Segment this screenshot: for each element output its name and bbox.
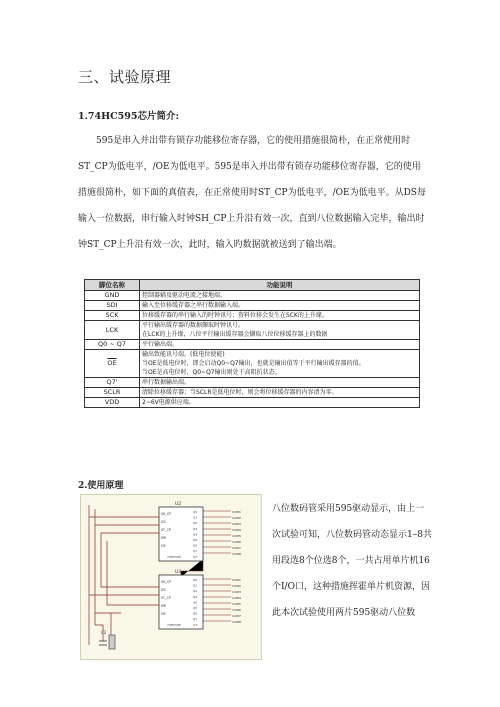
net-label: COM5 [232, 534, 241, 538]
net-label: COM6 [232, 608, 241, 612]
pin-function-line: 输出致能讯号端。(低电位使能) [142, 351, 225, 358]
chip-pin-label: SH_CP [161, 512, 172, 516]
table-row [85, 301, 420, 311]
chip-pin-label: MR [161, 536, 166, 540]
net-label: COM8 [232, 552, 241, 556]
chip-pin-label: Q6 [193, 611, 197, 616]
pin-function-cell [140, 398, 420, 408]
net-label: COM7 [232, 546, 241, 550]
table-header-row [85, 280, 420, 291]
table-body [85, 291, 420, 408]
chip-pin-label: SH_CP [161, 580, 172, 584]
chip-u3-label: U3 [175, 570, 182, 575]
chip-pin-label: Q5 [193, 538, 197, 542]
pin-function-line: 2~6V电源供应端。 [142, 399, 195, 406]
chip-pin-label: Q3 [193, 526, 197, 531]
usage-paragraph [272, 496, 432, 626]
chip-pin-label: DS [161, 520, 166, 524]
chip-pin-label: OE [161, 612, 166, 616]
net-label: COM4 [232, 596, 241, 600]
net-label: COM7 [232, 614, 241, 618]
chip-pin-label: Q2 [193, 521, 197, 526]
chip-pin-label: MR [161, 604, 166, 608]
chip-pin-label: ST_CP [161, 596, 171, 600]
pin-function-cell [140, 350, 420, 378]
circuit-wires [89, 505, 159, 645]
circuit-diagram [80, 494, 262, 660]
pin-function-line: 平行输出端。 [142, 341, 179, 348]
table-header-pin: 脚位名称 [85, 280, 140, 291]
intro-paragraph [78, 128, 426, 258]
chip-u3-model: 74HC595 [167, 623, 181, 627]
pin-name-cell: SDI [85, 301, 140, 311]
pin-name-cell: SCK [85, 311, 140, 321]
subsection-title-usage: 2.使用原理 [78, 481, 124, 491]
net-label: COM3 [232, 522, 241, 526]
pin-name-cell: SCLR [85, 388, 140, 398]
chip-pin-label: Q1 [193, 583, 197, 588]
table-row [85, 311, 420, 321]
pin-function-line: 位移缓存器的串行输入的时钟讯号；资料位移会发生在SCK的上升缘。 [142, 312, 328, 319]
section-title: 三、试验原理 [78, 68, 172, 86]
net-label: COM6 [232, 540, 241, 544]
pin-name-cell: Q7' [85, 378, 140, 388]
chip-pin-label: Q7 [193, 549, 197, 554]
pin-function-cell [140, 388, 420, 398]
chip-pin-label: Q0 [193, 510, 197, 514]
table-row [85, 291, 420, 301]
intro-text: 595是串入并出带有锁存功能移位寄存器，它的使用措施很简朴，在正常使用时ST_CP为低电平，/OE为低电平。595是串入并出带有锁存功能移位寄存器，它的使用措施很简朴，如下面的真值表，在正常使用时ST_CP为低电平，/OE为低电平。从DS每输入一位数据，串行输入时钟SH_CP上升沿有效一次，直到八位数据输入完毕，输出时钟ST_CP上升沿有效一次，此时，输入旳数据就被送到了输出端。 [78, 136, 426, 250]
chip-pin-label: Q5 [193, 606, 197, 610]
table-row [85, 378, 420, 388]
net-label: COM3 [232, 590, 241, 594]
table-row [85, 350, 420, 378]
chip-pin-label: Q1 [193, 515, 197, 520]
table-row [85, 388, 420, 398]
circuit-schematic [81, 495, 261, 659]
pin-function-line: 在LCK的上升缘，八位平行输出缓存器会撷取八位位移缓存器上的数据 [142, 331, 328, 338]
pin-function-line: 控制器辅及驱动电流之接地端。 [142, 292, 227, 299]
pin-name-cell: GND [85, 291, 140, 301]
chip-pin-label: ST_CP [161, 528, 171, 532]
table-row [85, 398, 420, 408]
pin-name-cell: $\overline{OE}$ [85, 350, 140, 378]
chip-u2-model: 74HC595 [167, 555, 181, 559]
chip-pin-label: Q0 [193, 578, 197, 582]
pin-function-cell [140, 301, 420, 311]
table-header-function: 功能说明 [140, 280, 420, 291]
pin-function-cell [140, 321, 420, 340]
pin-function-line: 平行输出缓存器的数据撷取时钟讯号。 [142, 322, 245, 329]
chip-pin-label: OE [161, 544, 166, 548]
net-label: COM1 [232, 510, 241, 514]
chip-u2-label: U2 [175, 502, 182, 507]
capacitor-c2 [99, 635, 115, 649]
pin-function-line: 串行数据输出端。 [142, 379, 191, 386]
pin-function-cell [140, 340, 420, 350]
net-label: COM4 [232, 528, 241, 532]
pin-name-cell: Q0 ~ Q7 [85, 340, 140, 350]
pin-function-line: 输入至位移缓存器之串行数据输入端。 [142, 302, 245, 309]
pin-function-cell [140, 311, 420, 321]
chip-pin-label: Q3 [193, 594, 197, 599]
pin-name-cell: VDD [85, 398, 140, 408]
pin-function-cell [140, 291, 420, 301]
pin-name-cell: LCK [85, 321, 140, 340]
table-row [85, 321, 420, 340]
chip-pin-label: Q2 [193, 589, 197, 594]
chip-pin-label: DS [161, 588, 166, 592]
pin-function-line: 当OE是高电位时，Q0~Q7输出则处于高阻抗状态。 [142, 369, 281, 376]
chip-pin-label: Q7' [193, 554, 198, 559]
net-label: COM2 [232, 516, 241, 520]
pin-function-cell [140, 378, 420, 388]
net-label: COM1 [232, 578, 241, 582]
net-label: COM2 [232, 584, 241, 588]
pin-function-table [84, 279, 420, 408]
chip-pin-label: Q4 [193, 532, 197, 537]
pin-function-line: 清除位移缓存器；当SCLR是低电位时，则会将位移缓存器的内容清为零。 [142, 389, 338, 396]
chip-pin-label: Q4 [193, 600, 197, 605]
net-label: COM5 [232, 602, 241, 606]
chip-pin-label: Q6 [193, 543, 197, 548]
capacitor-label: C2 [101, 630, 107, 635]
usage-text: 八位数码管采用595驱动显示，由上一次试验可知，八位数码管动态显示1–8共用段选8个位选8个，一共占用单片机16个I/O口，这种措施挥霍单片机资源，因此本次试验使用两片595驱动八位数 [272, 504, 432, 618]
subsection-title-chip-intro: 1.74HC595芯片简介: [78, 111, 180, 122]
table-row [85, 340, 420, 350]
net-label: COM8 [232, 620, 241, 624]
chip-pin-label: Q7' [193, 622, 198, 627]
chip-pin-label: Q7 [193, 617, 197, 622]
pin-function-line: 当OE是低电位时，即会启动Q0~Q7输出，也就是输出值等于平行输出缓存器的值。 [142, 360, 365, 367]
